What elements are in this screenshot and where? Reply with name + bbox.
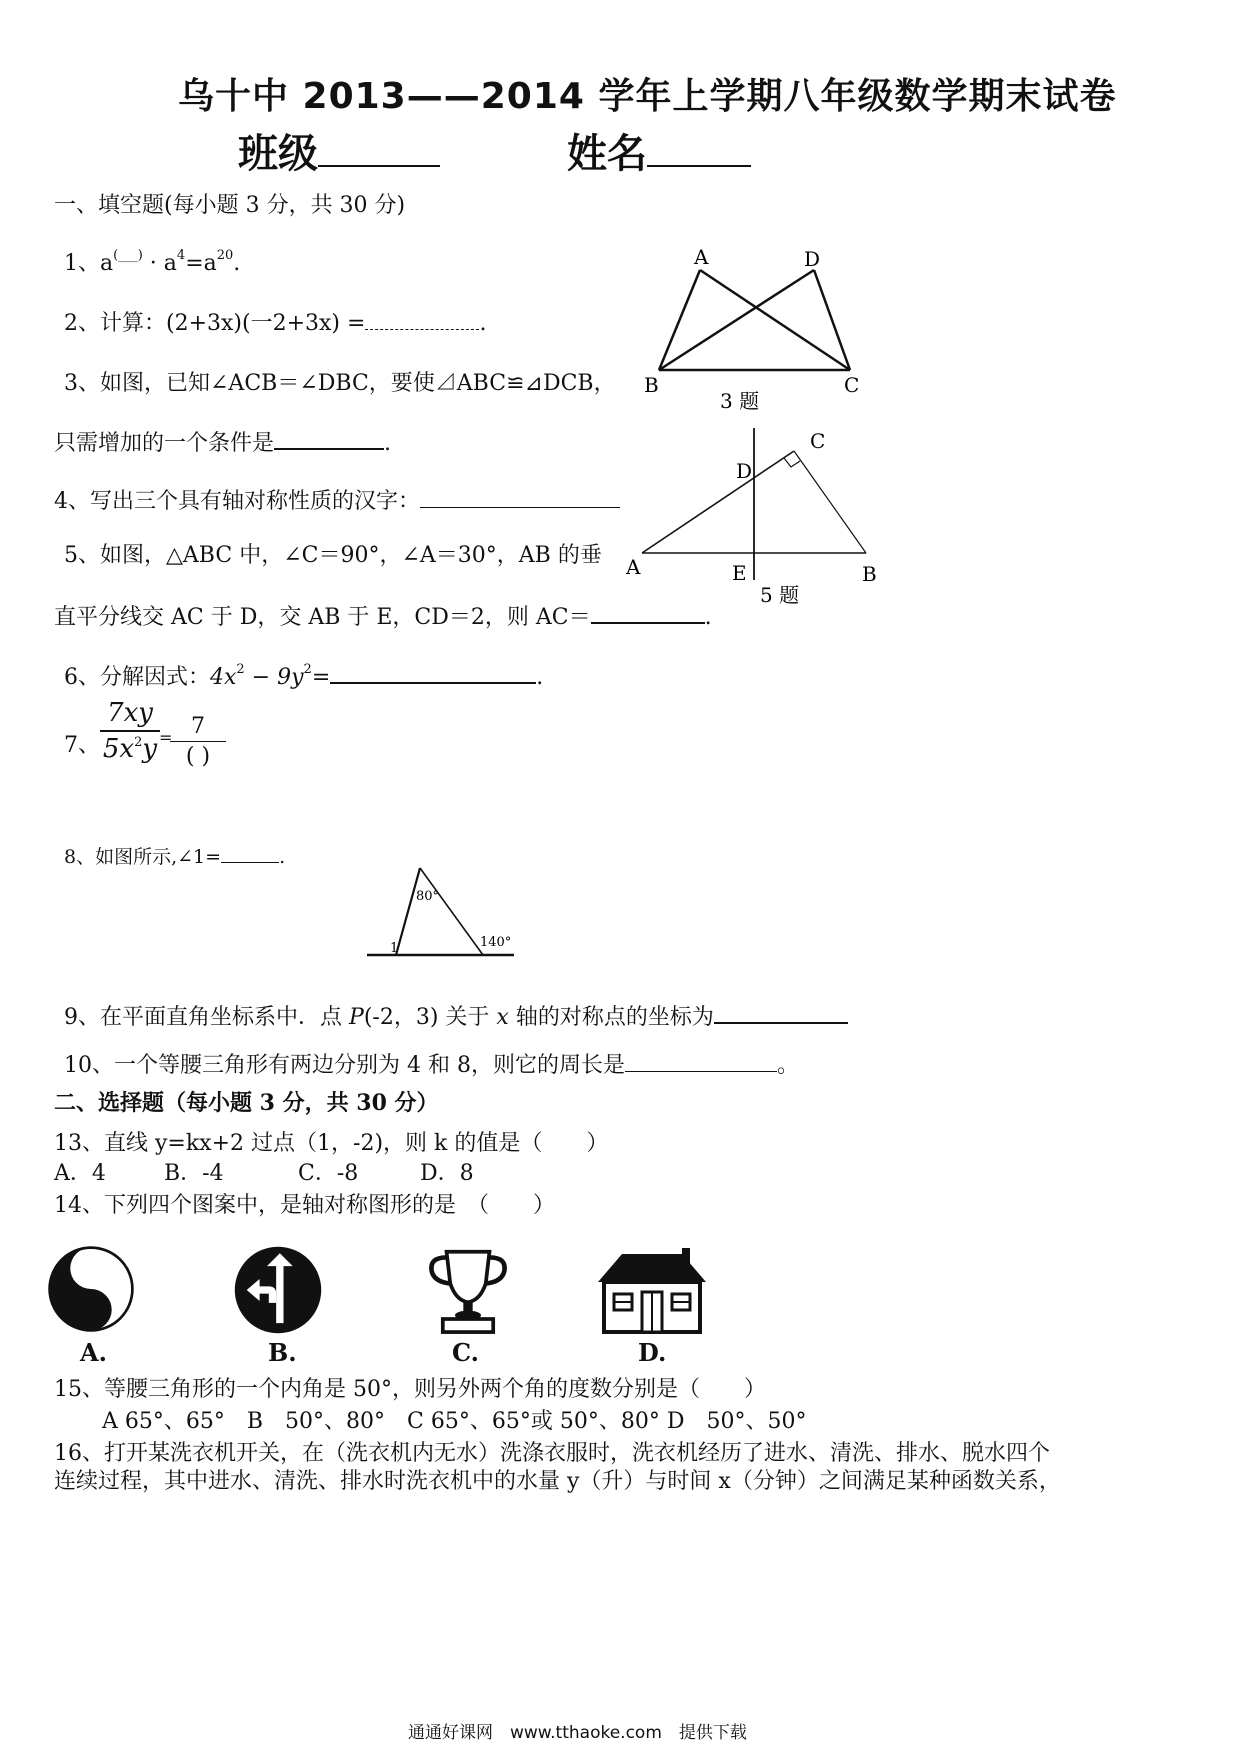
figure-8 xyxy=(362,860,522,960)
question-6: 6、分解因式：$4x^2 - 9y^2=$ . xyxy=(64,662,544,690)
q9-blank[interactable] xyxy=(714,1022,848,1024)
class-blank[interactable] xyxy=(318,165,440,167)
question-5-line1: 5、如图，△ABC 中，∠C＝90°，∠A＝30°，AB 的垂 xyxy=(64,543,602,568)
fig8-angle-top: 80° xyxy=(416,889,440,904)
fig3-caption: 3 题 xyxy=(720,389,760,413)
trophy-icon[interactable] xyxy=(426,1246,510,1336)
figure-5 xyxy=(618,424,888,614)
q4-blank[interactable] xyxy=(420,507,620,508)
q7-rhs-blank[interactable]: ( ) xyxy=(185,744,211,769)
fig5-label-D: D xyxy=(736,459,753,483)
fig5-caption: 5 题 xyxy=(760,583,800,607)
q14-label-c: C. xyxy=(452,1338,480,1367)
question-9: 9、在平面直角坐标系中．点 P(-2，3) 关于 x 轴的对称点的坐标为 xyxy=(64,1000,848,1031)
question-10: 10、一个等腰三角形有两边分别为 4 和 8，则它的周长是 。 xyxy=(64,1053,799,1078)
question-16-line1: 16、打开某洗衣机开关，在（洗衣机内无水）洗涤衣服时，洗衣机经历了进水、清洗、排水、脱水四个 xyxy=(54,1441,1050,1466)
question-13: 13、直线 y=kx+2 过点（1，-2)，则 k 的值是（ ） xyxy=(54,1131,609,1156)
name-field xyxy=(567,122,751,179)
question-5-line2: 直平分线交 AC 于 D，交 AB 于 E，CD＝2，则 AC＝ . xyxy=(54,605,712,630)
q13-option-b[interactable]: B．-4 xyxy=(164,1161,224,1186)
fig5-label-B: B xyxy=(862,562,877,586)
q14-label-d: D. xyxy=(638,1338,667,1367)
fig5-label-A: A xyxy=(626,555,641,579)
question-16-line2: 连续过程，其中进水、清洗、排水时洗衣机中的水量 y（升）与时间 x（分钟）之间满足某种函数关系， xyxy=(54,1469,1061,1494)
q7-rhs-numerator: 7 xyxy=(170,714,226,742)
q7-fraction-right xyxy=(170,714,226,769)
name-blank[interactable] xyxy=(647,165,751,167)
q15-options[interactable]: A 65°、65° B 50°、80° C 65°、65°或 50°、80° D 50°、50° xyxy=(102,1409,807,1434)
fig3-label-D: D xyxy=(804,247,821,271)
q7-equals: = xyxy=(159,728,173,747)
fig3-label-B: B xyxy=(644,373,659,397)
q6-blank[interactable] xyxy=(330,682,536,684)
figure-3 xyxy=(632,238,872,418)
class-label: 班级 xyxy=(238,131,318,177)
yin-yang-icon[interactable] xyxy=(46,1244,136,1334)
section1-heading: 一、填空题(每小题 3 分，共 30 分) xyxy=(54,193,406,218)
question-8: 8、如图所示,∠1= . xyxy=(64,846,286,868)
q13-option-d[interactable]: D．8 xyxy=(420,1161,474,1186)
question-3-line1: 3、如图，已知∠ACB＝∠DBC，要使⊿ABC≌⊿DCB， xyxy=(64,371,616,396)
question-4: 4、写出三个具有轴对称性质的汉字： xyxy=(54,484,620,515)
name-label: 姓名 xyxy=(567,131,647,177)
q14-label-a: A. xyxy=(80,1338,107,1367)
q2-blank[interactable] xyxy=(365,329,479,330)
road-sign-icon[interactable] xyxy=(232,1244,324,1336)
fig3-label-A: A xyxy=(694,245,709,269)
q13-option-a[interactable]: A．4 xyxy=(54,1161,106,1186)
question-14: 14、下列四个图案中，是轴对称图形的是 （ ） xyxy=(54,1193,555,1218)
house-icon[interactable] xyxy=(594,1244,710,1336)
section2-heading: 二、选择题（每小题 3 分，共 30 分） xyxy=(54,1090,439,1116)
fig8-angle-ext: 140° xyxy=(480,935,512,950)
q3-blank[interactable] xyxy=(274,448,384,450)
fig3-label-C: C xyxy=(844,373,860,397)
q7-denominator: $5x^2y$ xyxy=(102,734,158,764)
question-2: 2、计算：(2+3x)(一2+3x) = . xyxy=(64,311,487,336)
fig5-label-C: C xyxy=(810,429,826,453)
q13-option-c[interactable]: C．-8 xyxy=(298,1161,359,1186)
q8-blank[interactable] xyxy=(221,862,279,863)
question-1: 1、$a^{(\_\_\_)} \cdot a^4=a^{20}$. xyxy=(64,248,241,276)
q5-blank[interactable] xyxy=(591,622,705,624)
class-field xyxy=(238,122,440,179)
question-3-line2: 只需增加的一个条件是 . xyxy=(54,431,392,456)
q7-number: 7、 xyxy=(64,733,100,758)
q14-label-b: B. xyxy=(268,1338,297,1367)
question-15: 15、等腰三角形的一个内角是 50°，则另外两个角的度数分别是（ ） xyxy=(54,1377,766,1402)
q7-fraction-left xyxy=(100,698,160,764)
footer-source: 通通好课网 www.tthaoke.com 提供下载 xyxy=(408,1723,747,1743)
fig8-label-1: 1 xyxy=(390,941,399,956)
q10-blank[interactable] xyxy=(625,1071,777,1072)
q7-numerator: 7xy xyxy=(100,698,160,732)
fig5-label-E: E xyxy=(732,561,747,585)
exam-title: 乌十中 2013——2014 学年上学期八年级数学期末试卷 xyxy=(178,76,1117,117)
